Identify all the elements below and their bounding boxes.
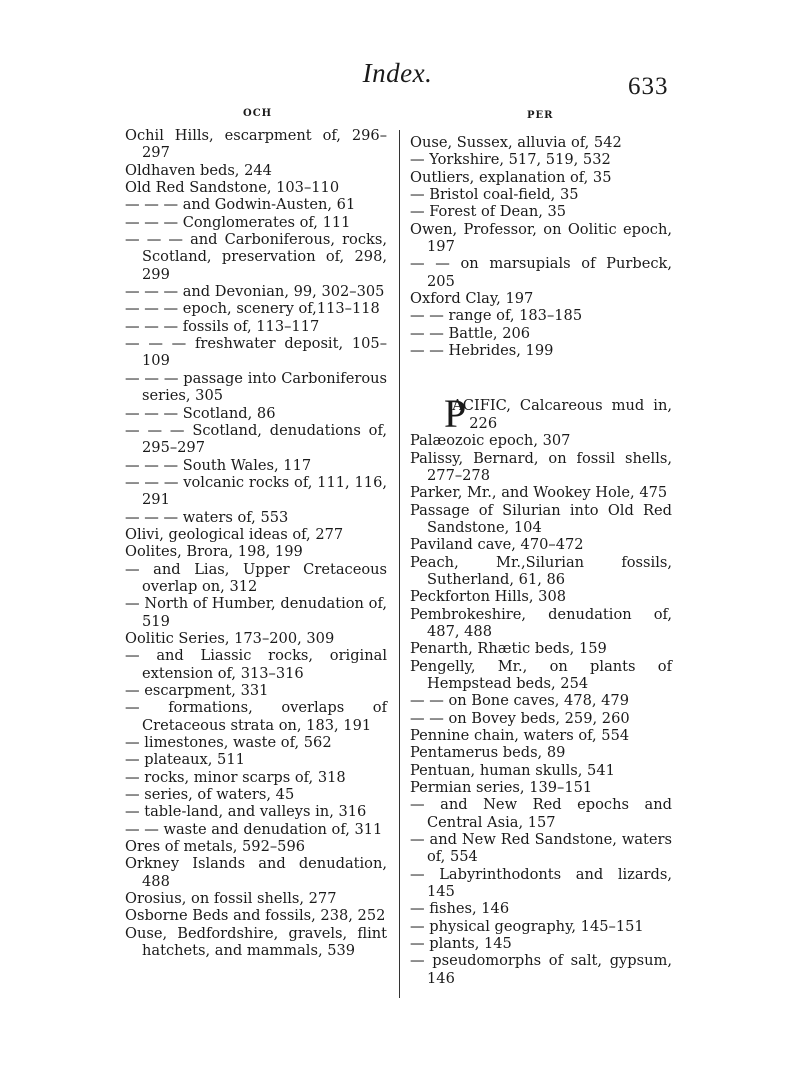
index-entry: — physical geography, 145–151 [410,917,644,935]
index-entry: — — — and Devonian, 99, 302–305 [125,283,385,301]
index-entry: — — — and Carboniferous, rocks, Scotland, preservation of, 298, 299 [125,231,387,283]
index-entry: — North of Humber, denudation of, 519 [125,595,387,630]
index-entry: Pengelly, Mr., on plants of Hempstead beds, 254 [410,657,672,692]
index-entry: Passage of Silurian into Old Red Sandstone, 104 [410,501,672,536]
index-entry: Osborne Beds and fossils, 238, 252 [125,907,386,925]
index-entry-letter-p [410,391,672,437]
index-entry: — — on marsupials of Purbeck, 205 [410,255,672,290]
right-index-column [410,134,672,987]
drop-cap-letter: P [444,391,467,437]
index-entry: — formations, overlaps of Cretaceous strata on, 183, 191 [125,699,387,734]
index-entry: — — — Scotland, 86 [125,404,276,422]
index-entry: — and New Red epochs and Central Asia, 157 [410,796,672,831]
index-entry: Oolitic Series, 173–200, 309 [125,629,335,647]
index-entry: — — Hebrides, 199 [410,342,554,360]
index-entry: — — — passage into Carboniferous series, 305 [125,369,387,405]
index-entry: Penarth, Rhætic beds, 159 [410,640,607,658]
index-entry: Orosius, on fossil shells, 277 [125,890,337,908]
index-entry: Oxford Clay, 197 [410,290,534,308]
index-entry: — — — Scotland, denudations of, 295–297 [125,421,387,457]
index-entry: Old Red Sandstone, 103–110 [125,179,340,197]
index-entry: — plateaux, 511 [125,751,245,769]
index-entry: — — — fossils of, 113–117 [125,317,320,335]
index-entry: — Forest of Dean, 35 [410,203,567,221]
column-divider [399,130,400,998]
index-entry: Palissy, Bernard, on fossil shells, 277–278 [410,449,672,484]
index-entry: Outliers, explanation of, 35 [410,168,612,186]
index-entry: — — waste and denudation of, 311 [125,820,383,838]
index-entry: Peckforton Hills, 308 [410,588,567,606]
index-entry: Parker, Mr., and Wookey Hole, 475 [410,484,668,502]
left-index-column [125,127,387,960]
index-entry: — — — South Wales, 117 [125,456,312,474]
index-entry: Peach, Mr.,Silurian fossils, Sutherland, 61, 86 [410,553,672,588]
index-entry: — pseudomorphs of salt, gypsum, 146 [410,952,672,987]
index-entry: Orkney Islands and denudation, 488 [125,855,387,890]
index-entry: Ouse, Sussex, alluvia of, 542 [410,134,622,151]
index-entry: — — — freshwater deposit, 105–109 [125,335,387,370]
index-entry: Pennine chain, waters of, 554 [410,727,630,744]
index-entry: — — range of, 183–185 [410,307,583,325]
right-entries-p [410,432,672,987]
right-column-heading: PER [527,110,554,121]
index-entry: — escarpment, 331 [125,682,269,699]
index-entry: — — Battle, 206 [410,324,531,342]
page-number: 633 [628,73,669,100]
index-entry: — — — Conglomerates of, 111 [125,213,351,231]
index-entry: Oolites, Brora, 198, 199 [125,543,303,561]
index-entry: Olivi, geological ideas of, 277 [125,525,344,543]
index-entry: Pentuan, human skulls, 541 [410,761,615,779]
index-entry: — — — epoch, scenery of,113–118 [125,300,380,318]
letter-entry-text: ACIFIC, Calcareous mud in, 226 [452,397,672,432]
index-entry: — — — and Godwin-Austen, 61 [125,196,356,214]
index-entry: — — on Bovey beds, 259, 260 [410,709,630,727]
index-entry: — fishes, 146 [410,900,510,918]
index-entry: — Bristol coal-field, 35 [410,186,579,204]
index-entry: Permian series, 139–151 [410,779,593,797]
index-entry: Paviland cave, 470–472 [410,536,584,554]
index-entry: — limestones, waste of, 562 [125,734,332,752]
index-entry: — rocks, minor scarps of, 318 [125,768,346,786]
index-entry: — Labyrinthodonts and lizards, 145 [410,865,672,901]
index-entry: — table-land, and valleys in, 316 [125,803,367,821]
index-entry: — series, of waters, 45 [125,786,295,804]
index-entry: — Yorkshire, 517, 519, 532 [410,151,611,169]
index-entry: Palæozoic epoch, 307 [410,432,571,450]
index-entry: — — on Bone caves, 478, 479 [410,692,629,710]
index-entry: — plants, 145 [410,935,512,953]
index-entry: Ores of metals, 592–596 [125,838,306,856]
page-title: Index. [362,58,433,88]
index-entry: Ochil Hills, escarpment of, 296–297 [125,127,387,162]
index-entry: — and Lias, Upper Cretaceous overlap on, 312 [125,560,387,595]
index-entry: — and New Red Sandstone, waters of, 554 [410,831,672,866]
index-entry: Owen, Professor, on Oolitic epoch, 197 [410,220,672,256]
right-entries-o [410,134,672,359]
index-entry: — and Liassic rocks, original extension of, 313–316 [125,647,387,682]
index-entry: Pentamerus beds, 89 [410,744,566,762]
index-entry: Oldhaven beds, 244 [125,161,272,179]
index-entry: — — — volcanic rocks of, 111, 116, 291 [125,473,387,509]
index-entry: Pembrokeshire, denudation of, 487, 488 [410,605,672,640]
left-column-heading: OCH [243,108,273,119]
index-entry: Ouse, Bedfordshire, gravels, flint hatchets, and mammals, 539 [125,924,387,960]
index-entry: — — — waters of, 553 [125,508,289,526]
